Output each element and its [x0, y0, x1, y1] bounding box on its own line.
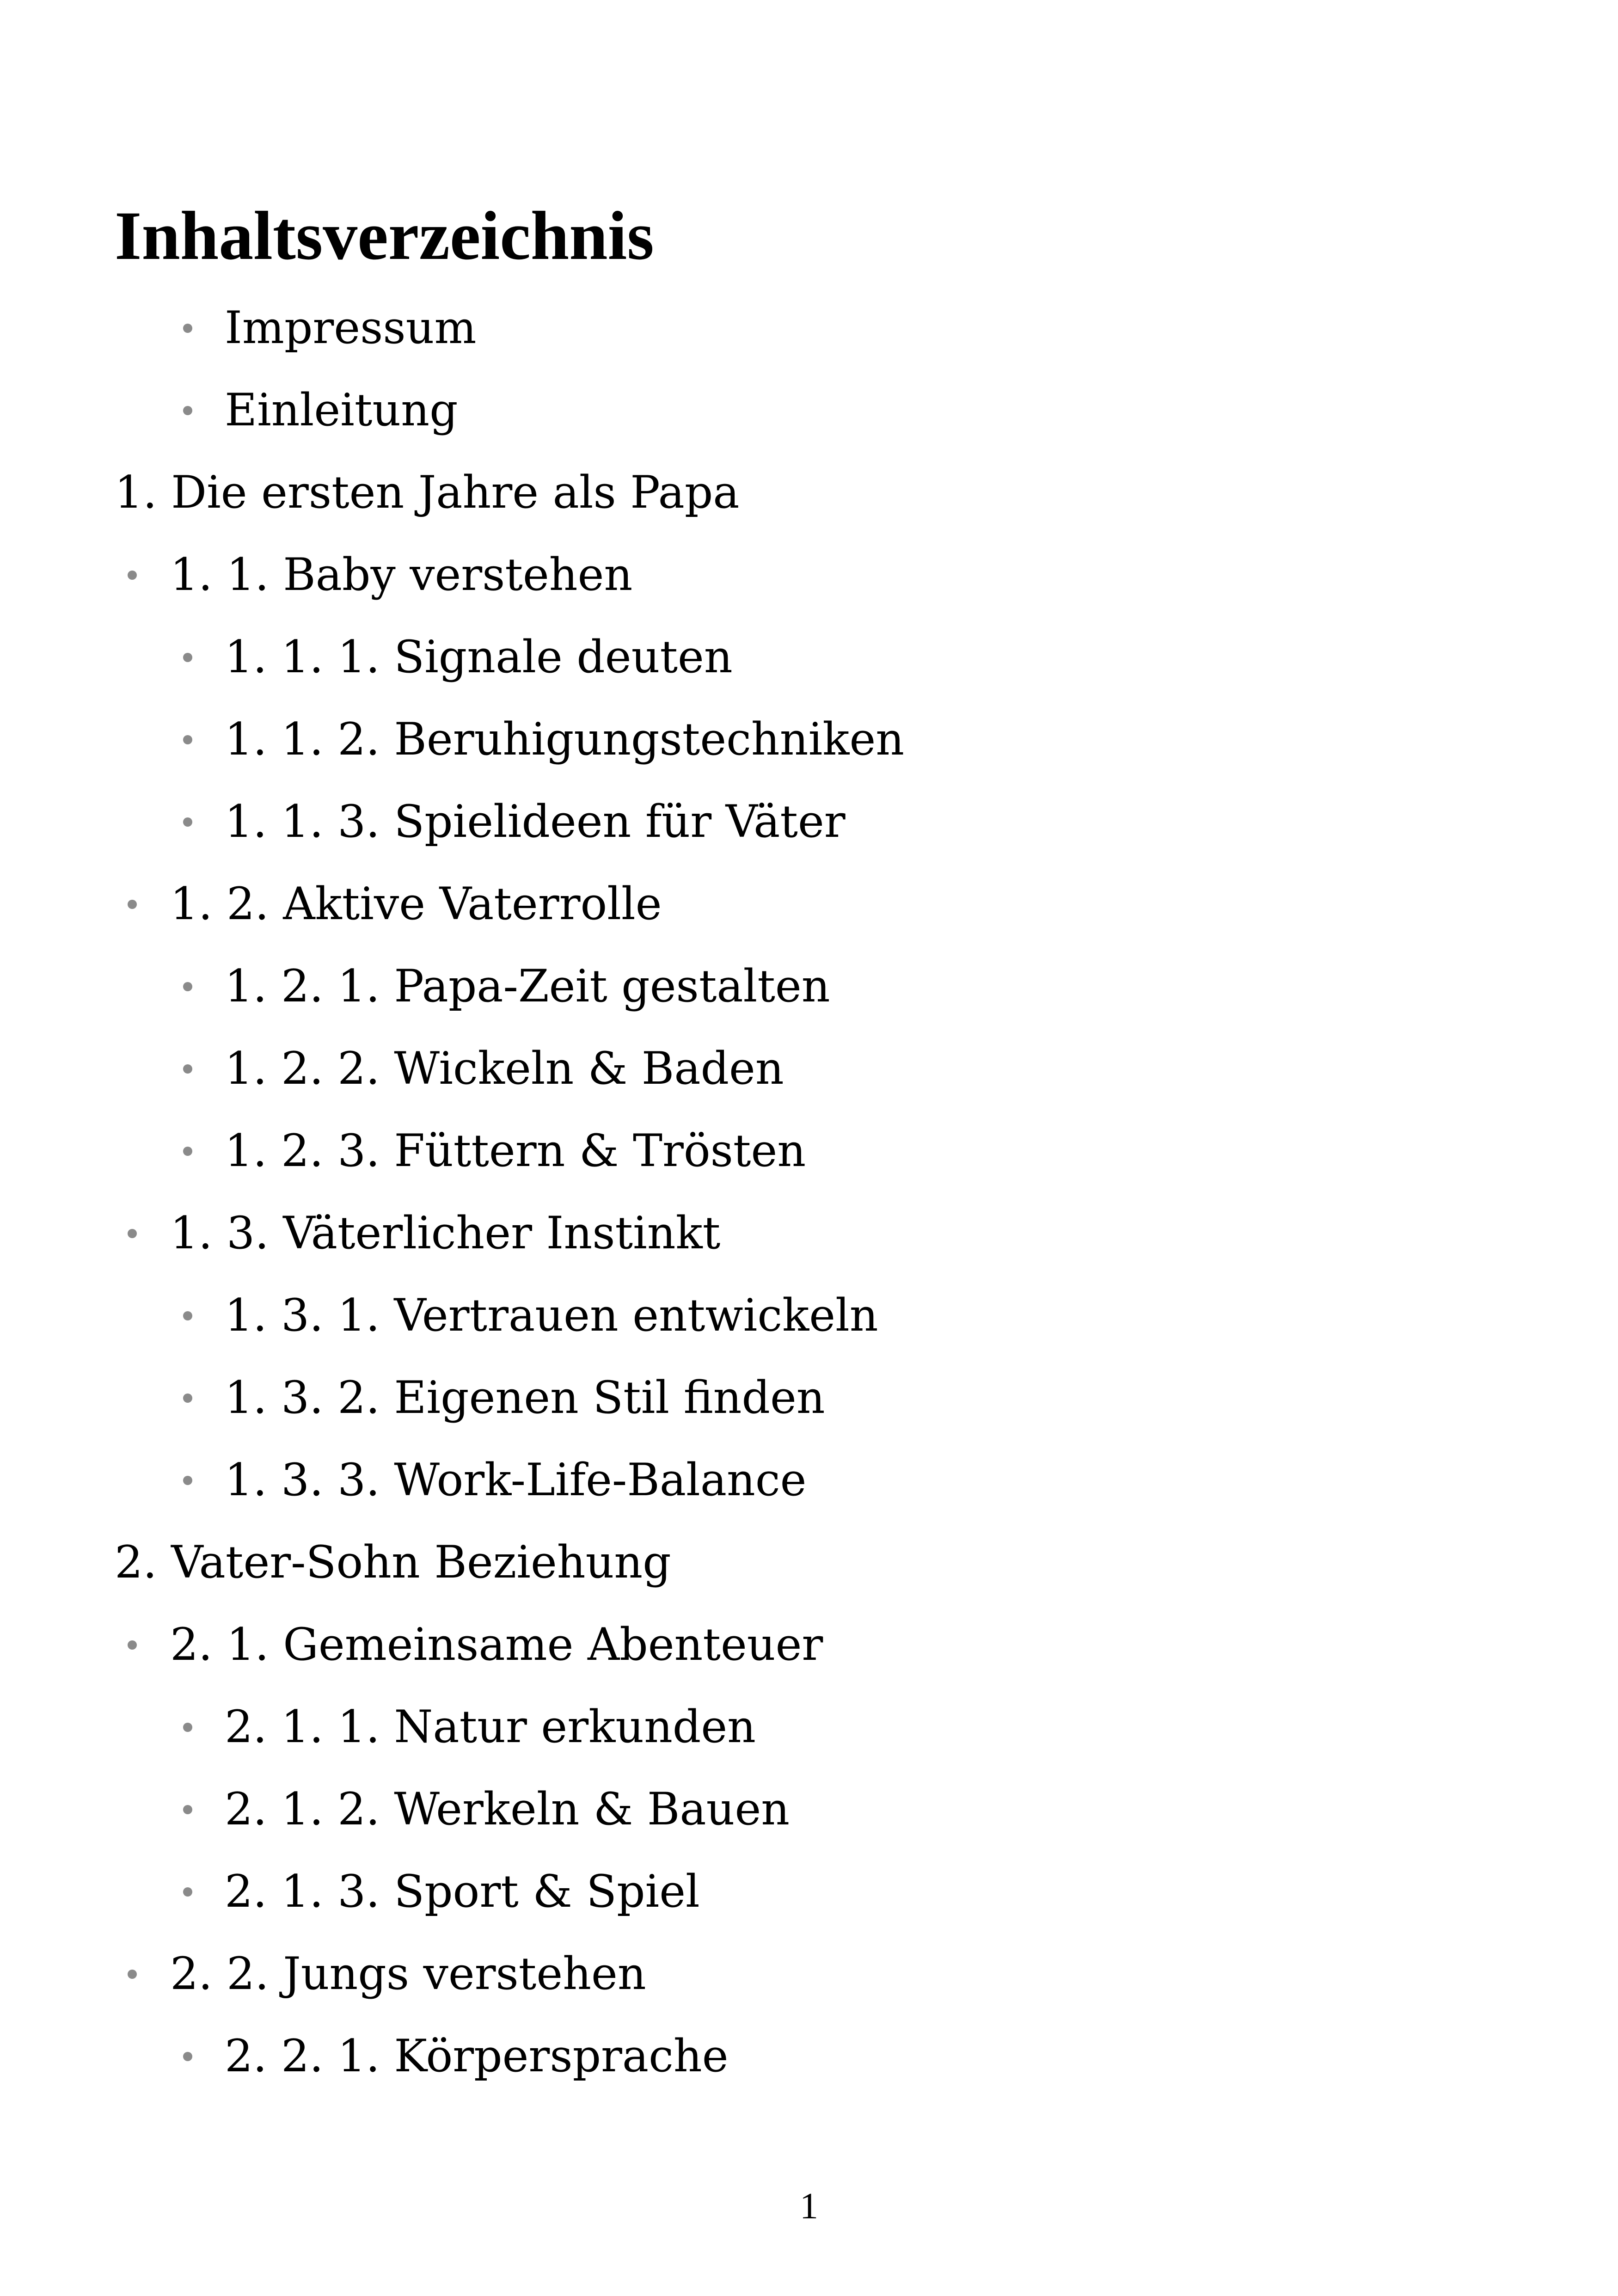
- bullet-icon: [183, 406, 192, 415]
- bullet-icon: [183, 1805, 192, 1814]
- toc-chapter[interactable]: [115, 1532, 671, 1592]
- bullet-icon: [128, 1640, 137, 1650]
- bullet-icon: [183, 2052, 192, 2061]
- bullet-icon: [183, 982, 192, 991]
- toc-entry[interactable]: [225, 1450, 806, 1510]
- toc-entry[interactable]: [225, 792, 846, 852]
- toc-section[interactable]: [170, 545, 632, 605]
- toc-entry[interactable]: [225, 2026, 729, 2086]
- bullet-icon: [183, 1723, 192, 1732]
- bullet-icon: [183, 1887, 192, 1897]
- bullet-icon: [128, 571, 137, 580]
- page-number: 1: [800, 2186, 818, 2227]
- toc-section[interactable]: [170, 1615, 823, 1675]
- bullet-icon: [128, 900, 137, 909]
- toc-entry[interactable]: [225, 1038, 784, 1099]
- toc-entry-text: 1. 1. 1. Signale deuten: [225, 631, 733, 683]
- toc-entry-text: 2. 1. Gemeinsame Abenteuer: [170, 1619, 823, 1670]
- toc-entry-text: 1. 1. 2. Beruhigungstechniken: [225, 713, 905, 765]
- bullet-icon: [183, 817, 192, 827]
- toc-entry-text: 2. Vater-Sohn Beziehung: [115, 1536, 671, 1588]
- bullet-icon: [183, 1147, 192, 1156]
- bullet-icon: [183, 324, 192, 333]
- toc-entry[interactable]: [225, 1861, 700, 1922]
- toc-entry[interactable]: [225, 1697, 756, 1757]
- toc-entry-text: 1. 2. 2. Wickeln & Baden: [225, 1043, 784, 1094]
- toc-entry-text: 1. 3. 1. Vertrauen entwickeln: [225, 1289, 878, 1341]
- bullet-icon: [183, 1311, 192, 1320]
- toc-entry[interactable]: [225, 709, 904, 769]
- toc-entry-text: 2. 1. 2. Werkeln & Bauen: [225, 1783, 790, 1835]
- toc-title: Inhaltsverzeichnis: [115, 197, 654, 274]
- bullet-icon: [128, 1970, 137, 1979]
- toc-section[interactable]: [170, 1944, 646, 2004]
- toc-entry-text: 2. 2. 1. Körpersprache: [225, 2030, 729, 2082]
- toc-entry-text: 2. 1. 3. Sport & Spiel: [225, 1866, 700, 1917]
- toc-entry[interactable]: [225, 298, 477, 358]
- toc-entry-text: Impressum: [225, 302, 477, 354]
- bullet-icon: [183, 1394, 192, 1403]
- toc-entry[interactable]: [225, 1779, 790, 1839]
- toc-entry-text: 1. 3. Väterlicher Instinkt: [170, 1207, 721, 1259]
- toc-entry-text: 1. 2. Aktive Vaterrolle: [170, 878, 662, 930]
- bullet-icon: [183, 735, 192, 744]
- bullet-icon: [183, 1064, 192, 1074]
- toc-entry[interactable]: [225, 1121, 806, 1181]
- toc-entry[interactable]: [225, 380, 458, 440]
- toc-chapter[interactable]: [115, 462, 740, 522]
- toc-entry-text: 2. 1. 1. Natur erkunden: [225, 1701, 756, 1753]
- toc-entry-text: 1. 2. 3. Füttern & Trösten: [225, 1125, 806, 1177]
- toc-section[interactable]: [170, 874, 662, 934]
- toc-entry-text: 2. 2. Jungs verstehen: [170, 1948, 646, 2000]
- toc-entry[interactable]: [225, 1368, 825, 1428]
- toc-entry-text: Einleitung: [225, 384, 458, 436]
- bullet-icon: [183, 653, 192, 662]
- toc-entry-text: 1. 3. 3. Work-Life-Balance: [225, 1454, 807, 1506]
- toc-entry-text: 1. 2. 1. Papa-Zeit gestalten: [225, 960, 830, 1012]
- toc-entry[interactable]: [225, 1285, 878, 1345]
- toc-entry-text: 1. 3. 2. Eigenen Stil finden: [225, 1372, 825, 1424]
- toc-entry-text: 1. 1. Baby verstehen: [170, 549, 633, 601]
- bullet-icon: [128, 1229, 137, 1238]
- toc-entry-text: 1. 1. 3. Spielideen für Väter: [225, 796, 846, 847]
- toc-entry-text: 1. Die ersten Jahre als Papa: [115, 467, 740, 518]
- toc-entry[interactable]: [225, 627, 733, 687]
- toc-section[interactable]: [170, 1203, 720, 1263]
- bullet-icon: [183, 1476, 192, 1485]
- toc-entry[interactable]: [225, 956, 830, 1016]
